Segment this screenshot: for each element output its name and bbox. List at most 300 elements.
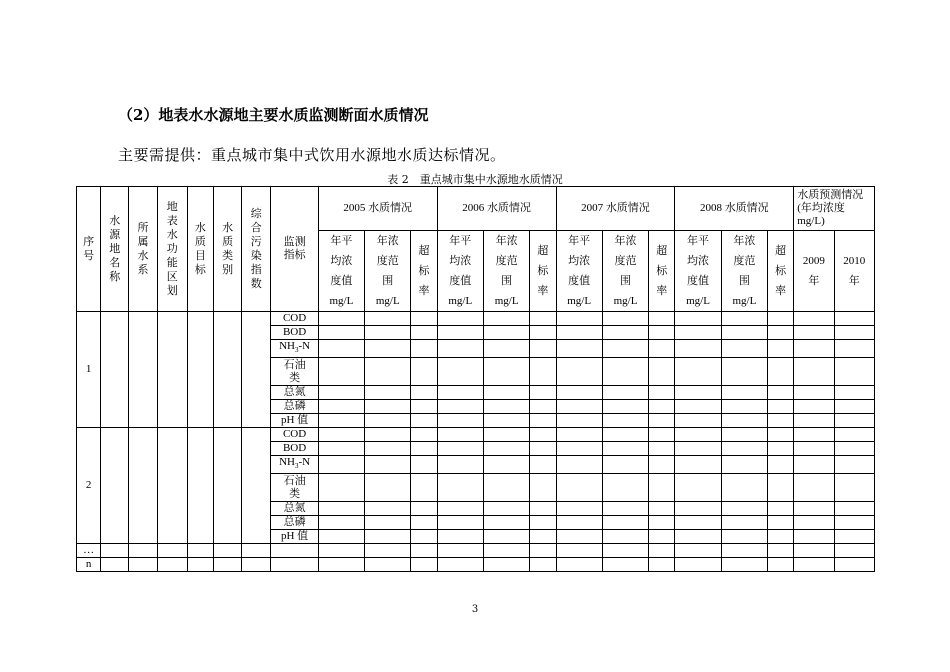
table-cell	[318, 358, 364, 386]
table-cell	[602, 386, 648, 400]
indicator-cell: 总磷	[271, 516, 318, 530]
table-cell	[556, 530, 602, 544]
table-cell	[556, 558, 602, 572]
table-cell	[602, 442, 648, 456]
table-cell	[768, 456, 794, 474]
table-cell	[556, 358, 602, 386]
table-cell	[794, 326, 834, 340]
table-cell	[602, 340, 648, 358]
table-cell	[483, 544, 529, 558]
table-cell	[675, 414, 721, 428]
header-target: 水 质 目 标	[187, 187, 213, 312]
table-cell	[721, 456, 767, 474]
header-year-2006: 2006 水质情况	[437, 187, 556, 231]
table-cell	[365, 516, 411, 530]
table-cell	[129, 428, 157, 544]
table-cell	[483, 386, 529, 400]
table-cell	[437, 312, 483, 326]
table-cell	[157, 312, 187, 428]
header-function-zone: 地 表 水 功 能 区 划	[157, 187, 187, 312]
table-cell	[794, 312, 834, 326]
table-cell	[411, 386, 437, 400]
table-cell	[483, 312, 529, 326]
header-index: 序 号	[77, 187, 101, 312]
table-cell	[602, 312, 648, 326]
table-row	[77, 544, 875, 558]
table-cell	[675, 502, 721, 516]
table-cell	[483, 456, 529, 474]
table-cell	[675, 544, 721, 558]
table-cell	[834, 386, 874, 400]
table-cell	[411, 456, 437, 474]
table-cell	[437, 400, 483, 414]
table-cell	[530, 428, 556, 442]
table-cell	[675, 340, 721, 358]
table-cell	[318, 516, 364, 530]
header-pollution-index: 综 合 污 染 指 数	[242, 187, 271, 312]
table-cell	[649, 502, 675, 516]
table-cell	[834, 544, 874, 558]
table-cell	[649, 442, 675, 456]
table-cell	[101, 312, 129, 428]
table-cell	[437, 558, 483, 572]
table-cell	[602, 428, 648, 442]
table-cell	[318, 400, 364, 414]
subheader-annual-average: 年平 均浓 度值 mg/L	[437, 231, 483, 312]
subheader-annual-average: 年平 均浓 度值 mg/L	[675, 231, 721, 312]
table-cell	[602, 502, 648, 516]
table-cell	[602, 456, 648, 474]
table-cell	[187, 558, 213, 572]
table-cell	[649, 386, 675, 400]
table-cell	[794, 386, 834, 400]
table-cell	[365, 326, 411, 340]
table-cell	[242, 558, 271, 572]
table-cell	[411, 400, 437, 414]
table-cell	[768, 474, 794, 502]
table-cell	[794, 414, 834, 428]
table-cell	[556, 502, 602, 516]
table-cell	[556, 442, 602, 456]
table-cell	[365, 358, 411, 386]
table-cell	[483, 530, 529, 544]
table-cell	[318, 340, 364, 358]
table-cell	[530, 358, 556, 386]
indicator-cell: $NH_3-N$	[271, 340, 318, 358]
table-row	[77, 558, 875, 572]
table-cell	[834, 326, 874, 340]
indicator-cell: COD	[271, 312, 318, 326]
table-cell	[834, 502, 874, 516]
indicator-cell: 石油 类	[271, 474, 318, 502]
table-cell	[365, 558, 411, 572]
table-cell	[768, 358, 794, 386]
table-cell	[365, 386, 411, 400]
table-cell	[768, 502, 794, 516]
table-cell	[721, 358, 767, 386]
table-cell	[530, 326, 556, 340]
table-cell	[411, 474, 437, 502]
table-cell	[794, 456, 834, 474]
row-index: n	[77, 558, 101, 572]
table-row	[77, 312, 875, 326]
indicator-cell: pH 值	[271, 414, 318, 428]
table-cell	[794, 474, 834, 502]
table-cell	[437, 442, 483, 456]
table-cell	[318, 386, 364, 400]
table-cell	[794, 358, 834, 386]
table-cell	[318, 312, 364, 326]
requirement-paragraph: 主要需提供：重点城市集中式饮用水源地水质达标情况。	[118, 146, 506, 164]
table-cell	[411, 442, 437, 456]
table-cell	[649, 414, 675, 428]
table-cell	[101, 428, 129, 544]
table-cell	[365, 544, 411, 558]
table-cell	[556, 414, 602, 428]
table-cell	[411, 530, 437, 544]
table-cell	[437, 456, 483, 474]
table-cell	[556, 326, 602, 340]
table-cell	[721, 340, 767, 358]
table-cell	[556, 474, 602, 502]
table-cell	[794, 558, 834, 572]
table-cell	[530, 386, 556, 400]
header-source-name: 水 源 地 名 称	[101, 187, 129, 312]
table-cell	[530, 312, 556, 326]
indicator-cell: pH 值	[271, 530, 318, 544]
table-cell	[834, 516, 874, 530]
table-cell	[530, 530, 556, 544]
header-indicator: 监测 指标	[271, 187, 318, 312]
table-cell	[675, 474, 721, 502]
table-cell	[649, 312, 675, 326]
table-cell	[437, 428, 483, 442]
table-cell	[483, 326, 529, 340]
table-cell	[834, 456, 874, 474]
table-cell	[483, 442, 529, 456]
table-cell	[411, 312, 437, 326]
table-cell	[411, 414, 437, 428]
table-cell	[483, 502, 529, 516]
table-cell	[318, 326, 364, 340]
table-cell	[437, 544, 483, 558]
table-cell	[483, 414, 529, 428]
subheader-concentration-range: 年浓 度范 围 mg/L	[721, 231, 767, 312]
table-cell	[794, 544, 834, 558]
table-cell	[318, 442, 364, 456]
table-cell	[794, 442, 834, 456]
table-cell	[483, 340, 529, 358]
table-cell	[411, 558, 437, 572]
table-cell	[318, 414, 364, 428]
table-cell	[602, 326, 648, 340]
table-cell	[437, 326, 483, 340]
table-cell	[834, 442, 874, 456]
table-cell	[675, 530, 721, 544]
table-cell	[530, 474, 556, 502]
table-cell	[675, 386, 721, 400]
row-index: 2	[77, 428, 101, 544]
table-cell	[157, 428, 187, 544]
subheader-forecast-year: 2010 年	[834, 231, 874, 312]
table-cell	[675, 558, 721, 572]
table-cell	[721, 474, 767, 502]
table-cell	[602, 400, 648, 414]
table-cell	[365, 428, 411, 442]
table-cell	[437, 414, 483, 428]
table-cell	[675, 456, 721, 474]
table-cell	[213, 312, 241, 428]
table-cell	[365, 474, 411, 502]
table-cell	[213, 428, 241, 544]
table-cell	[602, 474, 648, 502]
table-cell	[318, 558, 364, 572]
table-cell	[411, 326, 437, 340]
table-cell	[649, 340, 675, 358]
table-cell	[318, 456, 364, 474]
subheader-exceed-rate: 超 标 率	[530, 231, 556, 312]
table-cell	[768, 386, 794, 400]
table-cell	[157, 558, 187, 572]
table-cell	[768, 516, 794, 530]
table-cell	[242, 544, 271, 558]
table-cell	[556, 544, 602, 558]
table-cell	[768, 544, 794, 558]
row-index: 1	[77, 312, 101, 428]
table-cell	[649, 400, 675, 414]
table-cell	[318, 530, 364, 544]
table-cell	[649, 428, 675, 442]
table-cell	[602, 544, 648, 558]
table-cell	[157, 544, 187, 558]
indicator-cell: 总氮	[271, 386, 318, 400]
table-cell	[649, 530, 675, 544]
table-cell	[365, 414, 411, 428]
table-cell	[411, 544, 437, 558]
table-cell	[649, 456, 675, 474]
table-cell	[768, 340, 794, 358]
table-cell	[129, 558, 157, 572]
row-index: …	[77, 544, 101, 558]
table-cell	[675, 516, 721, 530]
table-cell	[365, 456, 411, 474]
table-cell	[834, 312, 874, 326]
table-cell	[242, 428, 271, 544]
table-cell	[556, 340, 602, 358]
table-cell	[721, 428, 767, 442]
section-heading: （2）地表水水源地主要水质监测断面水质情况	[118, 106, 429, 124]
table-cell	[318, 502, 364, 516]
table-cell	[411, 516, 437, 530]
table-row	[77, 428, 875, 442]
table-cell	[437, 516, 483, 530]
table-cell	[213, 544, 241, 558]
table-cell	[129, 544, 157, 558]
table-cell	[411, 428, 437, 442]
table-cell	[483, 474, 529, 502]
subheader-exceed-rate: 超 标 率	[411, 231, 437, 312]
header-year-2008: 2008 水质情况	[675, 187, 794, 231]
table-cell	[834, 340, 874, 358]
subheader-concentration-range: 年浓 度范 围 mg/L	[483, 231, 529, 312]
indicator-cell: 总氮	[271, 502, 318, 516]
table-cell	[483, 516, 529, 530]
table-cell	[530, 516, 556, 530]
subheader-annual-average: 年平 均浓 度值 mg/L	[556, 231, 602, 312]
table-cell	[365, 502, 411, 516]
table-cell	[556, 456, 602, 474]
table-cell	[721, 414, 767, 428]
table-cell	[530, 558, 556, 572]
indicator-cell: COD	[271, 428, 318, 442]
page-number: 3	[471, 604, 479, 615]
table-cell	[530, 544, 556, 558]
table-cell	[649, 558, 675, 572]
table-cell	[556, 516, 602, 530]
table-cell	[834, 428, 874, 442]
header-water-system: 所 属 水 系	[129, 187, 157, 312]
table-cell	[834, 414, 874, 428]
table-cell	[483, 400, 529, 414]
table-cell	[768, 312, 794, 326]
table-cell	[271, 558, 318, 572]
table-cell	[675, 400, 721, 414]
table-cell	[602, 530, 648, 544]
table-cell	[556, 312, 602, 326]
indicator-cell: BOD	[271, 326, 318, 340]
table-cell	[213, 558, 241, 572]
table-cell	[768, 414, 794, 428]
table-cell	[318, 474, 364, 502]
table-cell	[271, 544, 318, 558]
water-quality-table	[76, 186, 875, 572]
table-cell	[530, 456, 556, 474]
table-cell	[483, 428, 529, 442]
table-cell	[556, 428, 602, 442]
subheader-concentration-range: 年浓 度范 围 mg/L	[602, 231, 648, 312]
table-cell	[675, 442, 721, 456]
subheader-forecast-year: 2009 年	[794, 231, 834, 312]
subheader-exceed-rate: 超 标 率	[768, 231, 794, 312]
table-cell	[437, 386, 483, 400]
table-cell	[437, 340, 483, 358]
table-cell	[530, 400, 556, 414]
table-cell	[129, 312, 157, 428]
table-cell	[437, 530, 483, 544]
table-cell	[242, 312, 271, 428]
table-cell	[768, 326, 794, 340]
table-cell	[768, 558, 794, 572]
table-cell	[794, 400, 834, 414]
table-cell	[721, 516, 767, 530]
table-cell	[187, 544, 213, 558]
header-forecast: 水质预测情况(年均浓度 mg/L)	[794, 187, 875, 231]
table-cell	[721, 312, 767, 326]
header-year-2007: 2007 水质情况	[556, 187, 675, 231]
table-cell	[602, 358, 648, 386]
indicator-cell: 石油 类	[271, 358, 318, 386]
table-cell	[649, 516, 675, 530]
table-cell	[101, 544, 129, 558]
subheader-exceed-rate: 超 标 率	[649, 231, 675, 312]
table-cell	[187, 312, 213, 428]
table-cell	[834, 358, 874, 386]
table-cell	[483, 358, 529, 386]
table-cell	[365, 442, 411, 456]
table-cell	[834, 400, 874, 414]
table-cell	[721, 502, 767, 516]
table-cell	[768, 400, 794, 414]
table-cell	[530, 340, 556, 358]
table-cell	[794, 502, 834, 516]
table-cell	[721, 400, 767, 414]
table-cell	[675, 326, 721, 340]
table-cell	[649, 474, 675, 502]
table-cell	[483, 558, 529, 572]
table-cell	[530, 414, 556, 428]
table-cell	[530, 442, 556, 456]
table-cell	[437, 502, 483, 516]
table-cell	[365, 530, 411, 544]
table-cell	[556, 386, 602, 400]
table-cell	[794, 530, 834, 544]
table-cell	[794, 516, 834, 530]
table-cell	[556, 400, 602, 414]
table-cell	[675, 358, 721, 386]
table-cell	[675, 312, 721, 326]
table-cell	[365, 312, 411, 326]
table-cell	[649, 358, 675, 386]
indicator-cell: 总磷	[271, 400, 318, 414]
table-cell	[187, 428, 213, 544]
table-cell	[411, 502, 437, 516]
table-cell	[721, 544, 767, 558]
table-cell	[101, 558, 129, 572]
subheader-concentration-range: 年浓 度范 围 mg/L	[365, 231, 411, 312]
table-cell	[602, 414, 648, 428]
table-cell	[411, 340, 437, 358]
table-cell	[365, 340, 411, 358]
header-year-2005: 2005 水质情况	[318, 187, 437, 231]
table-cell	[437, 474, 483, 502]
indicator-cell: $NH_3-N$	[271, 456, 318, 474]
table-cell	[721, 386, 767, 400]
table-cell	[602, 516, 648, 530]
table-cell	[318, 544, 364, 558]
table-cell	[834, 558, 874, 572]
table-cell	[794, 428, 834, 442]
indicator-cell: BOD	[271, 442, 318, 456]
table-cell	[649, 544, 675, 558]
table-cell	[675, 428, 721, 442]
table-cell	[794, 340, 834, 358]
table-cell	[834, 530, 874, 544]
table-caption: 表 2 重点城市集中水源地水质情况	[387, 173, 563, 186]
table-cell	[602, 558, 648, 572]
table-cell	[721, 558, 767, 572]
table-cell	[721, 442, 767, 456]
table-cell	[365, 400, 411, 414]
table-cell	[721, 530, 767, 544]
subheader-annual-average: 年平 均浓 度值 mg/L	[318, 231, 364, 312]
table-cell	[437, 358, 483, 386]
table-cell	[530, 502, 556, 516]
table-cell	[768, 530, 794, 544]
table-cell	[318, 428, 364, 442]
table-cell	[768, 428, 794, 442]
table-cell	[834, 474, 874, 502]
table-cell	[768, 442, 794, 456]
